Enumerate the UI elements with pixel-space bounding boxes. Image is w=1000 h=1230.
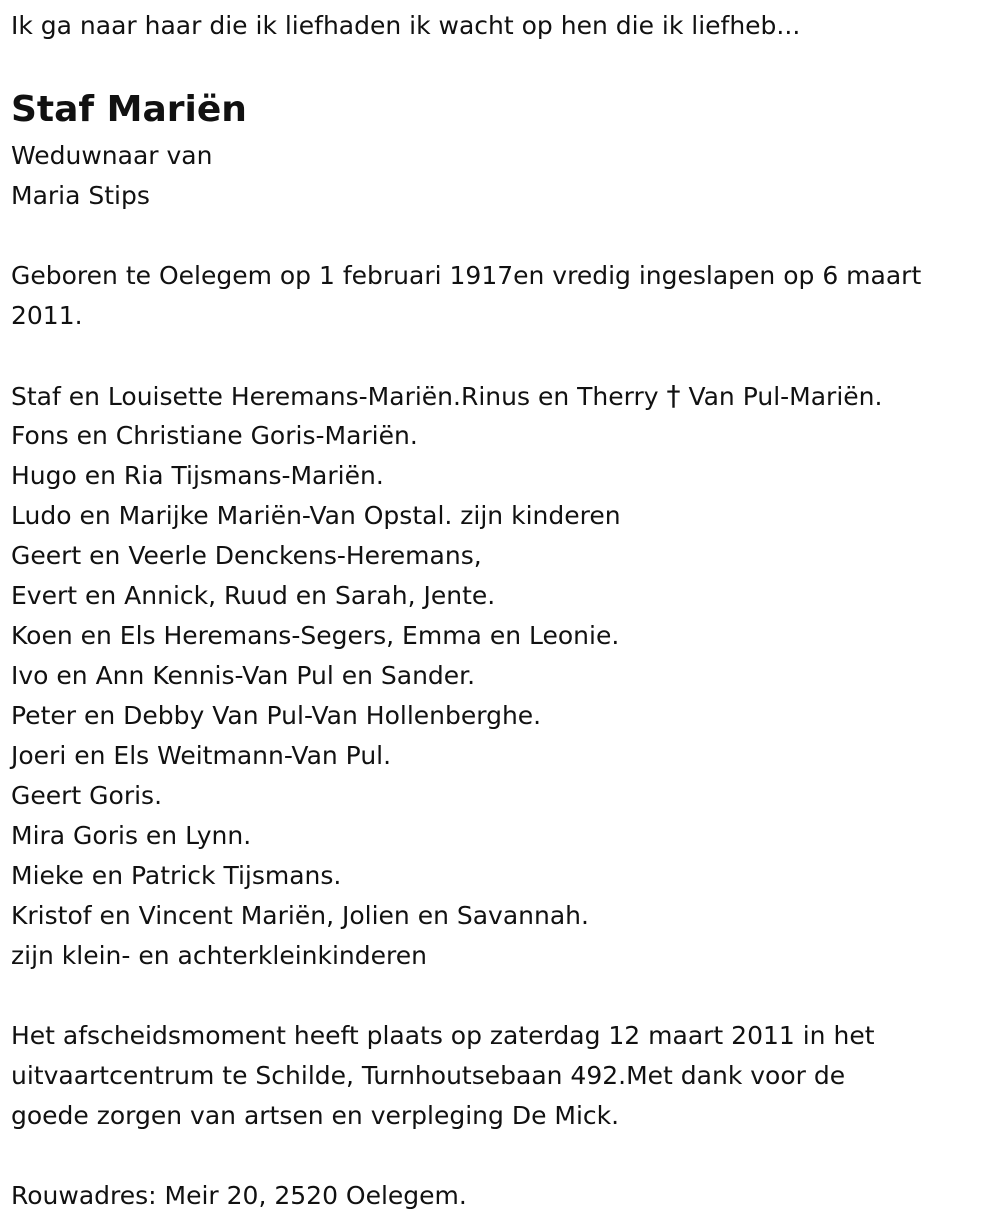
cross-icon: † <box>666 379 681 412</box>
family-line: Ivo en Ann Kennis-Van Pul en Sander. <box>11 661 476 690</box>
spouse-name: Maria Stips <box>11 181 150 210</box>
obituary-document <box>11 0 991 1216</box>
family-line: Kristof en Vincent Mariën, Jolien en Savannah. <box>11 901 589 930</box>
family-line: Fons en Christiane Goris-Mariën. <box>11 421 418 450</box>
family-line: Geert Goris. <box>11 781 163 810</box>
spacer <box>11 976 991 1016</box>
birth-death-line-2: 2011. <box>11 301 83 330</box>
spacer <box>11 336 991 376</box>
family-line: Mira Goris en Lynn. <box>11 821 252 850</box>
family-line: Peter en Debby Van Pul-Van Hollenberghe. <box>11 701 542 730</box>
family-line: Evert en Annick, Ruud en Sarah, Jente. <box>11 581 496 610</box>
family-line: Mieke en Patrick Tijsmans. <box>11 861 342 890</box>
family-line: Koen en Els Heremans-Segers, Emma en Leonie. <box>11 621 620 650</box>
family-line: Joeri en Els Weitmann-Van Pul. <box>11 741 392 770</box>
deceased-name: Staf Mariën <box>11 89 247 130</box>
ceremony-line: uitvaartcentrum te Schilde, Turnhoutsebaan 492.Met dank voor de <box>11 1061 846 1090</box>
birth-death-line-1: Geboren te Oelegem op 1 februari 1917en vredig ingeslapen op 6 maart <box>11 261 922 290</box>
family-line: Geert en Veerle Denckens-Heremans, <box>11 541 482 570</box>
family-line: Ludo en Marijke Mariën-Van Opstal. zijn kinderen <box>11 501 621 530</box>
ceremony-line: goede zorgen van artsen en verpleging De Mick. <box>11 1101 620 1130</box>
mourning-address: Rouwadres: Meir 20, 2520 Oelegem. <box>11 1181 467 1210</box>
spacer <box>11 216 991 256</box>
family-line: Hugo en Ria Tijsmans-Mariën. <box>11 461 384 490</box>
family-line-1-start: Staf en Louisette Heremans-Mariën.Rinus en Therry <box>11 382 659 411</box>
family-line-1-end: Van Pul-Mariën. <box>688 382 883 411</box>
spouse-prefix: Weduwnaar van <box>11 141 213 170</box>
family-line: zijn klein- en achterkleinkinderen <box>11 941 427 970</box>
ceremony-line: Het afscheidsmoment heeft plaats op zaterdag 12 maart 2011 in het <box>11 1021 875 1050</box>
opening-quote: Ik ga naar haar die ik liefhaden ik wacht op hen die ik liefheb... <box>11 11 801 40</box>
family-line-1 <box>11 376 991 416</box>
spacer <box>11 1136 991 1176</box>
